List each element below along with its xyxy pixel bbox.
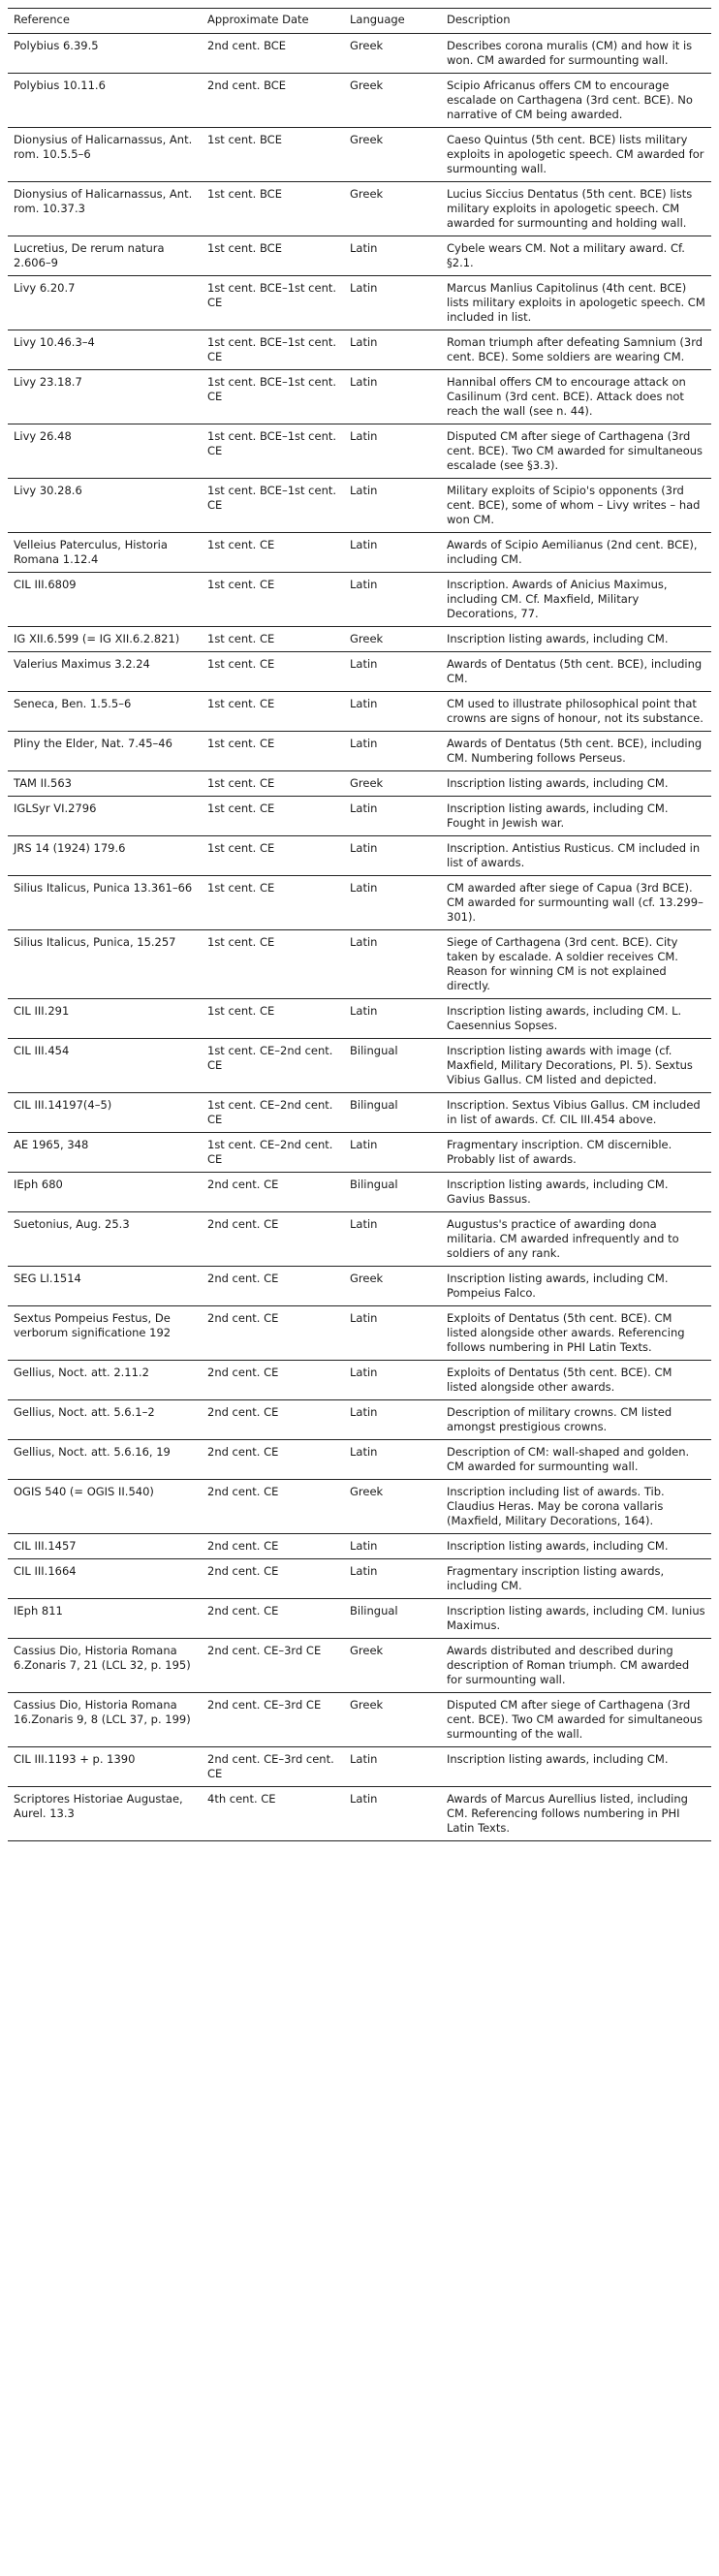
cell-reference: CIL III.1457 xyxy=(8,1534,202,1559)
cell-language: Greek xyxy=(344,1693,441,1747)
cell-reference: CIL III.291 xyxy=(8,999,202,1039)
cell-description: Inscription listing awards, including CM. Gavius Bassus. xyxy=(441,1173,711,1212)
cell-description: Inscription listing awards, including CM. Iunius Maximus. xyxy=(441,1599,711,1639)
table-row xyxy=(8,1480,711,1534)
cell-reference: SEG LI.1514 xyxy=(8,1267,202,1306)
cell-description: Marcus Manlius Capitolinus (4th cent. BCE) lists military exploits in apologetic speech. CM included in list. xyxy=(441,276,711,330)
table-row xyxy=(8,1693,711,1747)
cell-date: 1st cent. CE–2nd cent. CE xyxy=(202,1039,344,1093)
cell-date: 2nd cent. CE xyxy=(202,1599,344,1639)
cell-reference: CIL III.1664 xyxy=(8,1559,202,1599)
cell-description: Description of military crowns. CM listed amongst prestigious crowns. xyxy=(441,1400,711,1440)
cell-description: Hannibal offers CM to encourage attack on Casilinum (3rd cent. BCE). Attack does not reach the wall (see n. 44). xyxy=(441,370,711,424)
cell-description: Military exploits of Scipio's opponents (3rd cent. BCE), some of whom – Livy writes – had won CM. xyxy=(441,479,711,533)
cell-language: Greek xyxy=(344,1480,441,1534)
cell-date: 2nd cent. BCE xyxy=(202,74,344,128)
cell-date: 2nd cent. CE xyxy=(202,1400,344,1440)
cell-description: Inscription. Antistius Rusticus. CM included in list of awards. xyxy=(441,836,711,876)
cell-language: Latin xyxy=(344,1747,441,1787)
cell-language: Bilingual xyxy=(344,1093,441,1133)
cell-reference: CIL III.1193 + p. 1390 xyxy=(8,1747,202,1787)
cell-language: Greek xyxy=(344,182,441,236)
header-row xyxy=(8,9,711,34)
cell-language: Greek xyxy=(344,34,441,74)
cell-description: Augustus's practice of awarding dona militaria. CM awarded infrequently and to soldiers of any rank. xyxy=(441,1212,711,1267)
cell-date: 1st cent. CE xyxy=(202,999,344,1039)
cell-date: 1st cent. CE xyxy=(202,652,344,692)
cell-description: Inscription listing awards, including CM. xyxy=(441,1747,711,1787)
cell-description: Inscription listing awards with image (cf. Maxfield, Military Decorations, Pl. 5). Sextus Vibius Gallus. CM listed and depicted. xyxy=(441,1039,711,1093)
table-row xyxy=(8,424,711,479)
cell-language: Greek xyxy=(344,1639,441,1693)
cell-date: 1st cent. BCE xyxy=(202,236,344,276)
cell-reference: Livy 26.48 xyxy=(8,424,202,479)
cell-reference: Lucretius, De rerum natura 2.606–9 xyxy=(8,236,202,276)
cell-date: 1st cent. CE xyxy=(202,573,344,627)
table-row xyxy=(8,533,711,573)
cell-language: Latin xyxy=(344,1534,441,1559)
cell-date: 2nd cent. CE xyxy=(202,1534,344,1559)
cell-date: 1st cent. BCE xyxy=(202,182,344,236)
cell-language: Latin xyxy=(344,692,441,732)
cell-description: Exploits of Dentatus (5th cent. BCE). CM listed alongside other awards. xyxy=(441,1361,711,1400)
table-row xyxy=(8,876,711,930)
cell-description: Inscription listing awards, including CM. xyxy=(441,1534,711,1559)
cell-language: Latin xyxy=(344,1400,441,1440)
cell-language: Latin xyxy=(344,573,441,627)
table-row xyxy=(8,1400,711,1440)
cell-date: 2nd cent. CE xyxy=(202,1559,344,1599)
cell-reference: IG XII.6.599 (= IG XII.6.2.821) xyxy=(8,627,202,652)
cell-description: Inscription including list of awards. Tib. Claudius Heras. May be corona vallaris (Maxfield, Military Decorations, 164). xyxy=(441,1480,711,1534)
table-row xyxy=(8,836,711,876)
cell-date: 1st cent. BCE–1st cent. CE xyxy=(202,479,344,533)
cell-date: 2nd cent. CE–3rd cent. CE xyxy=(202,1747,344,1787)
header-reference: Reference xyxy=(8,9,202,34)
cell-reference: Livy 6.20.7 xyxy=(8,276,202,330)
cell-language: Latin xyxy=(344,1361,441,1400)
cell-reference: Gellius, Noct. att. 2.11.2 xyxy=(8,1361,202,1400)
table-body xyxy=(8,34,711,1841)
table-row xyxy=(8,652,711,692)
table-row xyxy=(8,692,711,732)
table-row xyxy=(8,1267,711,1306)
cell-reference: Suetonius, Aug. 25.3 xyxy=(8,1212,202,1267)
cell-reference: CIL III.6809 xyxy=(8,573,202,627)
table-row xyxy=(8,1212,711,1267)
cell-date: 1st cent. BCE–1st cent. CE xyxy=(202,424,344,479)
cell-description: Cybele wears CM. Not a military award. Cf. §2.1. xyxy=(441,236,711,276)
cell-reference: AE 1965, 348 xyxy=(8,1133,202,1173)
cell-date: 1st cent. BCE–1st cent. CE xyxy=(202,330,344,370)
cell-language: Latin xyxy=(344,876,441,930)
cell-date: 1st cent. CE xyxy=(202,836,344,876)
references-table xyxy=(8,8,711,1841)
cell-description: Disputed CM after siege of Carthagena (3rd cent. BCE). Two CM awarded for simultaneous escalade (see §3.3). xyxy=(441,424,711,479)
cell-date: 1st cent. CE xyxy=(202,533,344,573)
table-row xyxy=(8,479,711,533)
cell-date: 2nd cent. CE xyxy=(202,1306,344,1361)
cell-language: Latin xyxy=(344,1440,441,1480)
cell-language: Bilingual xyxy=(344,1039,441,1093)
cell-date: 2nd cent. CE xyxy=(202,1173,344,1212)
cell-language: Greek xyxy=(344,74,441,128)
table-row xyxy=(8,573,711,627)
cell-reference: Cassius Dio, Historia Romana 16.Zonaris 9, 8 (LCL 37, p. 199) xyxy=(8,1693,202,1747)
cell-description: Disputed CM after siege of Carthagena (3rd cent. BCE). Two CM awarded for simultaneous surmounting of the wall. xyxy=(441,1693,711,1747)
cell-reference: Seneca, Ben. 1.5.5–6 xyxy=(8,692,202,732)
table-row xyxy=(8,627,711,652)
table-row xyxy=(8,1133,711,1173)
table-row xyxy=(8,128,711,182)
cell-language: Latin xyxy=(344,276,441,330)
table-row xyxy=(8,1173,711,1212)
cell-date: 1st cent. CE xyxy=(202,692,344,732)
cell-description: Exploits of Dentatus (5th cent. BCE). CM listed alongside other awards. Referencing follows numbering in PHI Latin Texts. xyxy=(441,1306,711,1361)
cell-language: Latin xyxy=(344,1306,441,1361)
cell-description: Awards distributed and described during description of Roman triumph. CM awarded for surmounting wall. xyxy=(441,1639,711,1693)
cell-language: Greek xyxy=(344,128,441,182)
cell-language: Latin xyxy=(344,652,441,692)
cell-description: Fragmentary inscription. CM discernible. Probably list of awards. xyxy=(441,1133,711,1173)
cell-reference: Dionysius of Halicarnassus, Ant. rom. 10.37.3 xyxy=(8,182,202,236)
cell-description: Awards of Dentatus (5th cent. BCE), including CM. xyxy=(441,652,711,692)
cell-date: 2nd cent. CE xyxy=(202,1440,344,1480)
cell-language: Latin xyxy=(344,330,441,370)
cell-reference: Livy 10.46.3–4 xyxy=(8,330,202,370)
table-row xyxy=(8,370,711,424)
cell-description: CM awarded after siege of Capua (3rd BCE). CM awarded for surmounting wall (cf. 13.299–301). xyxy=(441,876,711,930)
cell-reference: Livy 30.28.6 xyxy=(8,479,202,533)
cell-reference: Gellius, Noct. att. 5.6.1–2 xyxy=(8,1400,202,1440)
table-row xyxy=(8,276,711,330)
cell-language: Latin xyxy=(344,999,441,1039)
cell-description: CM used to illustrate philosophical point that crowns are signs of honour, not its substance. xyxy=(441,692,711,732)
header-language: Language xyxy=(344,9,441,34)
cell-reference: IEph 811 xyxy=(8,1599,202,1639)
cell-date: 1st cent. CE xyxy=(202,627,344,652)
cell-language: Latin xyxy=(344,797,441,836)
cell-reference: Valerius Maximus 3.2.24 xyxy=(8,652,202,692)
table-row xyxy=(8,1306,711,1361)
cell-reference: IGLSyr VI.2796 xyxy=(8,797,202,836)
cell-description: Awards of Marcus Aurellius listed, including CM. Referencing follows numbering in PHI Latin Texts. xyxy=(441,1787,711,1841)
cell-date: 1st cent. CE–2nd cent. CE xyxy=(202,1133,344,1173)
table-row xyxy=(8,74,711,128)
cell-language: Bilingual xyxy=(344,1599,441,1639)
cell-language: Greek xyxy=(344,627,441,652)
cell-description: Siege of Carthagena (3rd cent. BCE). City taken by escalade. A soldier receives CM. Reason for winning CM is not explained directly. xyxy=(441,930,711,999)
cell-date: 2nd cent. CE xyxy=(202,1361,344,1400)
cell-language: Latin xyxy=(344,1787,441,1841)
table-row xyxy=(8,1534,711,1559)
cell-language: Greek xyxy=(344,1267,441,1306)
cell-reference: IEph 680 xyxy=(8,1173,202,1212)
cell-date: 2nd cent. CE xyxy=(202,1212,344,1267)
cell-reference: Polybius 6.39.5 xyxy=(8,34,202,74)
cell-language: Bilingual xyxy=(344,1173,441,1212)
cell-date: 2nd cent. CE–3rd CE xyxy=(202,1639,344,1693)
table-row xyxy=(8,732,711,771)
cell-reference: CIL III.454 xyxy=(8,1039,202,1093)
table-row xyxy=(8,797,711,836)
cell-description: Scipio Africanus offers CM to encourage escalade on Carthagena (3rd cent. BCE). No narrative of CM being awarded. xyxy=(441,74,711,128)
cell-description: Caeso Quintus (5th cent. BCE) lists military exploits in apologetic speech. CM awarded for surmounting wall. xyxy=(441,128,711,182)
table-row xyxy=(8,1361,711,1400)
cell-language: Latin xyxy=(344,1133,441,1173)
cell-reference: Cassius Dio, Historia Romana 6.Zonaris 7, 21 (LCL 32, p. 195) xyxy=(8,1639,202,1693)
table-row xyxy=(8,1787,711,1841)
cell-description: Awards of Dentatus (5th cent. BCE), including CM. Numbering follows Perseus. xyxy=(441,732,711,771)
cell-reference: Sextus Pompeius Festus, De verborum significatione 192 xyxy=(8,1306,202,1361)
table-row xyxy=(8,1093,711,1133)
cell-reference: Silius Italicus, Punica 13.361–66 xyxy=(8,876,202,930)
cell-date: 1st cent. BCE–1st cent. CE xyxy=(202,370,344,424)
cell-language: Latin xyxy=(344,236,441,276)
table-row xyxy=(8,1559,711,1599)
table-row xyxy=(8,182,711,236)
cell-date: 1st cent. CE xyxy=(202,930,344,999)
table-row xyxy=(8,999,711,1039)
cell-description: Inscription listing awards, including CM. xyxy=(441,771,711,797)
cell-language: Latin xyxy=(344,370,441,424)
cell-language: Latin xyxy=(344,533,441,573)
table-row xyxy=(8,1039,711,1093)
cell-date: 1st cent. BCE xyxy=(202,128,344,182)
cell-date: 1st cent. BCE–1st cent. CE xyxy=(202,276,344,330)
cell-date: 2nd cent. CE xyxy=(202,1267,344,1306)
cell-description: Awards of Scipio Aemilianus (2nd cent. BCE), including CM. xyxy=(441,533,711,573)
header-description: Description xyxy=(441,9,711,34)
table-row xyxy=(8,1440,711,1480)
cell-description: Inscription listing awards, including CM. Fought in Jewish war. xyxy=(441,797,711,836)
cell-description: Inscription listing awards, including CM. L. Caesennius Sopses. xyxy=(441,999,711,1039)
cell-date: 2nd cent. BCE xyxy=(202,34,344,74)
cell-reference: Polybius 10.11.6 xyxy=(8,74,202,128)
cell-language: Latin xyxy=(344,1212,441,1267)
cell-date: 1st cent. CE xyxy=(202,797,344,836)
cell-description: Fragmentary inscription listing awards, including CM. xyxy=(441,1559,711,1599)
cell-language: Latin xyxy=(344,836,441,876)
cell-description: Inscription. Awards of Anicius Maximus, including CM. Cf. Maxfield, Military Decorations, 77. xyxy=(441,573,711,627)
cell-date: 2nd cent. CE xyxy=(202,1480,344,1534)
table-row xyxy=(8,930,711,999)
table-row xyxy=(8,771,711,797)
cell-reference: Silius Italicus, Punica, 15.257 xyxy=(8,930,202,999)
table-row xyxy=(8,330,711,370)
cell-reference: Scriptores Historiae Augustae, Aurel. 13.3 xyxy=(8,1787,202,1841)
cell-description: Lucius Siccius Dentatus (5th cent. BCE) lists military exploits in apologetic speech. CM awarded for surmounting and holding wall. xyxy=(441,182,711,236)
cell-language: Latin xyxy=(344,930,441,999)
cell-date: 1st cent. CE xyxy=(202,771,344,797)
cell-reference: Velleius Paterculus, Historia Romana 1.12.4 xyxy=(8,533,202,573)
cell-reference: Dionysius of Halicarnassus, Ant. rom. 10.5.5–6 xyxy=(8,128,202,182)
cell-language: Greek xyxy=(344,771,441,797)
cell-reference: Pliny the Elder, Nat. 7.45–46 xyxy=(8,732,202,771)
cell-date: 1st cent. CE–2nd cent. CE xyxy=(202,1093,344,1133)
table-row xyxy=(8,1599,711,1639)
cell-language: Latin xyxy=(344,1559,441,1599)
cell-reference: Livy 23.18.7 xyxy=(8,370,202,424)
cell-language: Latin xyxy=(344,479,441,533)
table-row xyxy=(8,1639,711,1693)
cell-language: Latin xyxy=(344,424,441,479)
cell-reference: TAM II.563 xyxy=(8,771,202,797)
cell-description: Inscription listing awards, including CM. xyxy=(441,627,711,652)
table-row xyxy=(8,1747,711,1787)
header-date: Approximate Date xyxy=(202,9,344,34)
cell-description: Inscription listing awards, including CM. Pompeius Falco. xyxy=(441,1267,711,1306)
table-row xyxy=(8,34,711,74)
cell-reference: Gellius, Noct. att. 5.6.16, 19 xyxy=(8,1440,202,1480)
cell-language: Latin xyxy=(344,732,441,771)
cell-date: 4th cent. CE xyxy=(202,1787,344,1841)
cell-description: Inscription. Sextus Vibius Gallus. CM included in list of awards. Cf. CIL III.454 above. xyxy=(441,1093,711,1133)
cell-description: Describes corona muralis (CM) and how it is won. CM awarded for surmounting wall. xyxy=(441,34,711,74)
cell-description: Roman triumph after defeating Samnium (3rd cent. BCE). Some soldiers are wearing CM. xyxy=(441,330,711,370)
cell-date: 2nd cent. CE–3rd CE xyxy=(202,1693,344,1747)
cell-description: Description of CM: wall-shaped and golden. CM awarded for surmounting wall. xyxy=(441,1440,711,1480)
cell-date: 1st cent. CE xyxy=(202,876,344,930)
cell-reference: CIL III.14197(4–5) xyxy=(8,1093,202,1133)
cell-reference: JRS 14 (1924) 179.6 xyxy=(8,836,202,876)
cell-date: 1st cent. CE xyxy=(202,732,344,771)
cell-reference: OGIS 540 (= OGIS II.540) xyxy=(8,1480,202,1534)
table-header xyxy=(8,9,711,34)
table-row xyxy=(8,236,711,276)
